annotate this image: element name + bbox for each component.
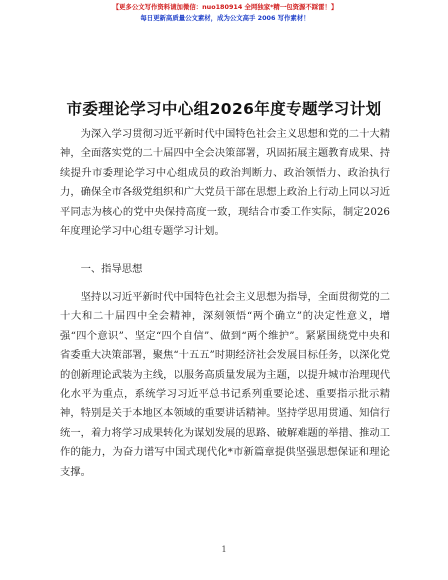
section-1-heading: 一、指导思想: [80, 263, 143, 275]
promo-line-1: 【更多公文写作资料请加微信：nuo180914 全网独家*精一包资源不踩雷！】: [112, 3, 338, 11]
document-title: 市委理论学习中心组2026年度专题学习计划: [66, 100, 382, 118]
promo-line-2: 每日更新高质量公文素材，成为公文高手 2006 写作素材！: [140, 14, 310, 22]
page-number: 1: [221, 545, 227, 554]
promo-header-banner: [100, 2, 350, 24]
section-1-paragraph: 坚持以习近平新时代中国特色社会主义思想为指导，全面贯彻党的二十大和二十届四中全会精神，深刻领悟“两个确立”的决定性意义，增强“四个意识”、坚定“四个自信”、做到“两个维护”。紧紧围绕党中央和省委重大决策部署，聚焦“十五五”时期经济社会发展目标任务，以深化党的创新理论武装为主线，以服务高质量发展为主题，以提升城市治理现代化水平为重点，系统学习习近平总书记系列重要论述、重要指示批示精神，特别是关于本地区本领域的重要讲话精神。坚持学思用贯通、知信行统一，着力将学习成果转化为谋划发展的思路、破解难题的举措、推动工作的能力，为奋力谱写中国式现代化*市新篇章提供坚强思想保证和理论支撑。: [60, 291, 390, 478]
intro-paragraph: 为深入学习贯彻习近平新时代中国特色社会主义思想和党的二十大精神，全面落实党的二十届四中全会决策部署，巩固拓展主题教育成果、持续提升市委理论学习中心组成员的政治判断力、政治领悟力、政治执行力，确保全市各级党组织和广大党员干部在思想上政治上行动上同以习近平同志为核心的党中央保持高度一致，现结合市委工作实际，制定2026年度理论学习中心组专题学习计划。: [60, 128, 390, 238]
